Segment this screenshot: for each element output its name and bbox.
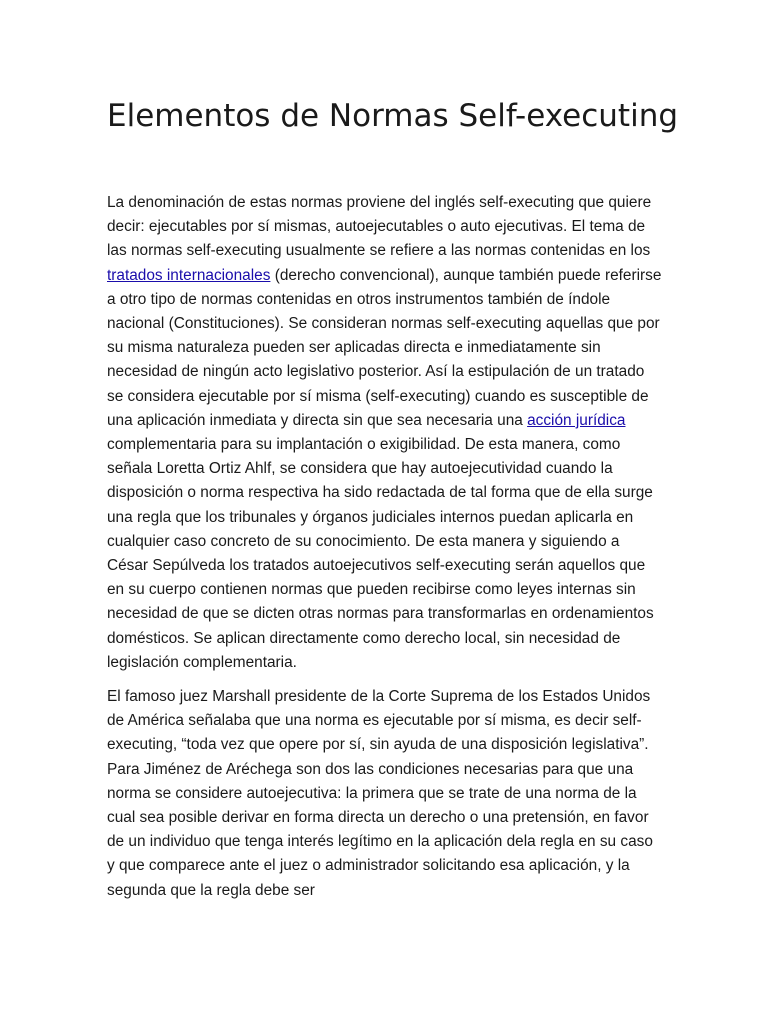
paragraph-1-text-c: complementaria para su implantación o exigibilidad. De esta manera, como señala Loretta Ortiz Ahlf, se considera que hay autoejecutividad cuando la disposición o norma respectiva ha sido redactada de tal forma que de ella surge una regla que los tribunales y órganos judiciales internos puedan aplicarla en cualquier caso concreto de su conocimiento. De esta manera y siguiendo a César Sepúlveda los tratados autoejecutivos self-executing serán aquellos que en su cuerpo contienen normas que pueden recibirse como leyes internas sin necesidad de que se dicten otras normas para transformarlas en ordenamientos domésticos. Se aplican directamente como derecho local, sin necesidad de legislación complementaria. xyxy=(107,436,654,671)
document-body xyxy=(107,191,662,903)
paragraph-2: El famoso juez Marshall presidente de la Corte Suprema de los Estados Unidos de América señalaba que una norma es ejecutable por sí misma, es decir self-executing, “toda vez que opere por sí, sin ayuda de una disposición legislativa”. Para Jiménez de Aréchega son dos las condiciones necesarias para que una norma se considere autoejecutiva: la primera que se trate de una norma de la cual sea posible derivar en forma directa un derecho o una pretensión, en favor de un individuo que tenga interés legítimo en la aplicación dela regla en su caso y que comparece ante el juez o administrador solicitando esa aplicación, y la segunda que la regla debe ser xyxy=(107,688,653,899)
document-title: Elementos de Normas Self-executing xyxy=(107,98,679,134)
paragraph-1-text-a: La denominación de estas normas proviene del inglés self-executing que quiere decir: ejecutables por sí mismas, autoejecutables o auto ejecutivas. El tema de las normas self-executing usualmente se refiere a las normas contenidas en los xyxy=(107,194,652,260)
link-accion-juridica[interactable]: acción jurídica xyxy=(527,411,626,429)
paragraph-1-text-b: (derecho convencional), aunque también puede referirse a otro tipo de normas contenidas en otros instrumentos también de índole nacional (Constituciones). Se consideran normas self-executing aquellas que por su misma naturaleza pueden ser aplicadas directa e inmediatamente sin necesidad de ningún acto legislativo posterior. Así la estipulación de un tratado se considera ejecutable por sí misma (self-executing) cuando es susceptible de una aplicación inmediata y directa sin que sea necesaria una xyxy=(107,266,662,429)
paragraph-1 xyxy=(107,191,662,675)
link-tratados-internacionales[interactable]: tratados internacionales xyxy=(107,266,271,284)
